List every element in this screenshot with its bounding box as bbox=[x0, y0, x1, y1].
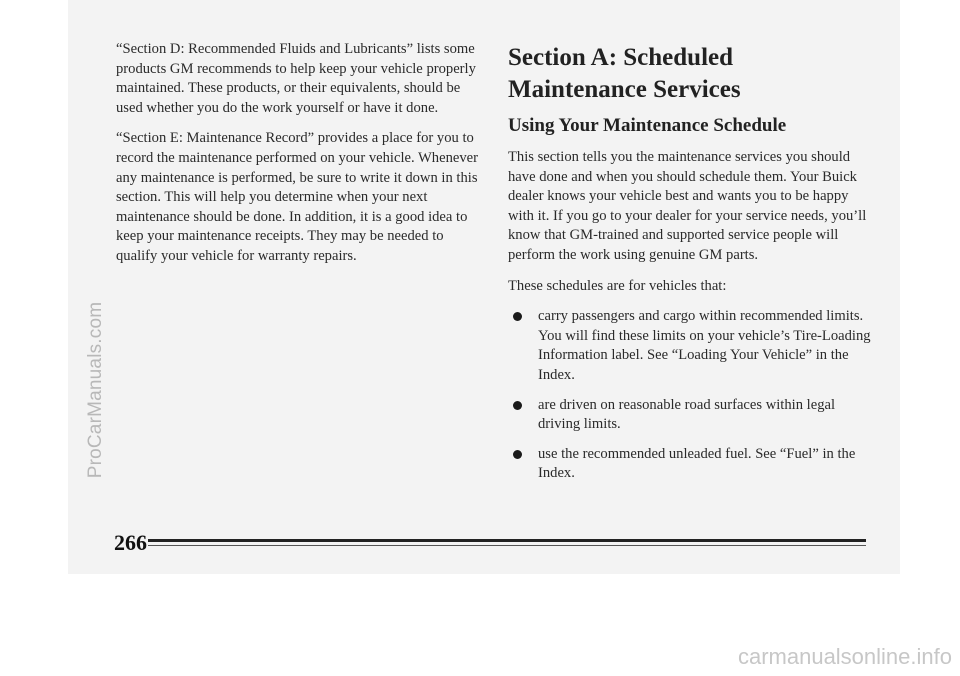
bullet-dot-icon bbox=[513, 450, 522, 459]
subheading: Using Your Maintenance Schedule bbox=[508, 115, 787, 136]
footer-rule bbox=[148, 539, 866, 542]
bullet-text: carry passengers and cargo within recommended limits. You will find these limits on your vehicle’s Tire-Loading Information label. See “Loading Your Vehicle” in the Index. bbox=[538, 308, 871, 383]
section-title: Section A: Scheduled Maintenance Services bbox=[508, 44, 741, 103]
bullet-text: use the recommended unleaded fuel. See “Fuel” in the Index. bbox=[538, 445, 856, 482]
paragraph-section-e: “Section E: Maintenance Record” provides a place for you to record the maintenance performed on your vehicle. Whenever any maintenance is performed, be sure to write it down in this section. This will help you determine when your next maintenance should be done. In addition, it is a good idea to keep your maintenance receipts. They may be needed to qualify your vehicle for warranty repairs. bbox=[116, 130, 478, 264]
bullet-item bbox=[508, 307, 878, 385]
bullet-item bbox=[508, 445, 878, 484]
bottom-watermark: carmanualsonline.info bbox=[737, 644, 952, 669]
page-number: 266 bbox=[114, 530, 147, 555]
paragraph-intro: This section tells you the maintenance services you should have done and when you should schedule them. Your Buick dealer knows your vehicle best and wants you to be happy with it. If you go to your dealer for your service needs, you’ll know that GM-trained and supported service people will perform the work using genuine GM parts. bbox=[508, 149, 867, 263]
paragraph-section-d: “Section D: Recommended Fluids and Lubricants” lists some products GM recommends to help keep your vehicle properly maintained. These products, or their equivalents, should be used whether you do the work yourself or have it done. bbox=[116, 41, 476, 116]
left-column bbox=[116, 40, 484, 278]
footer-rule-thin bbox=[148, 545, 866, 546]
bullet-text: are driven on reasonable road surfaces within legal driving limits. bbox=[538, 396, 836, 433]
paragraph-schedules: These schedules are for vehicles that: bbox=[508, 277, 727, 294]
right-column bbox=[508, 42, 878, 494]
bullet-item bbox=[508, 396, 878, 435]
bullet-dot-icon bbox=[513, 401, 522, 410]
bullet-dot-icon bbox=[513, 312, 522, 321]
side-watermark: ProCarManuals.com bbox=[85, 301, 106, 479]
bullet-list bbox=[508, 307, 878, 484]
